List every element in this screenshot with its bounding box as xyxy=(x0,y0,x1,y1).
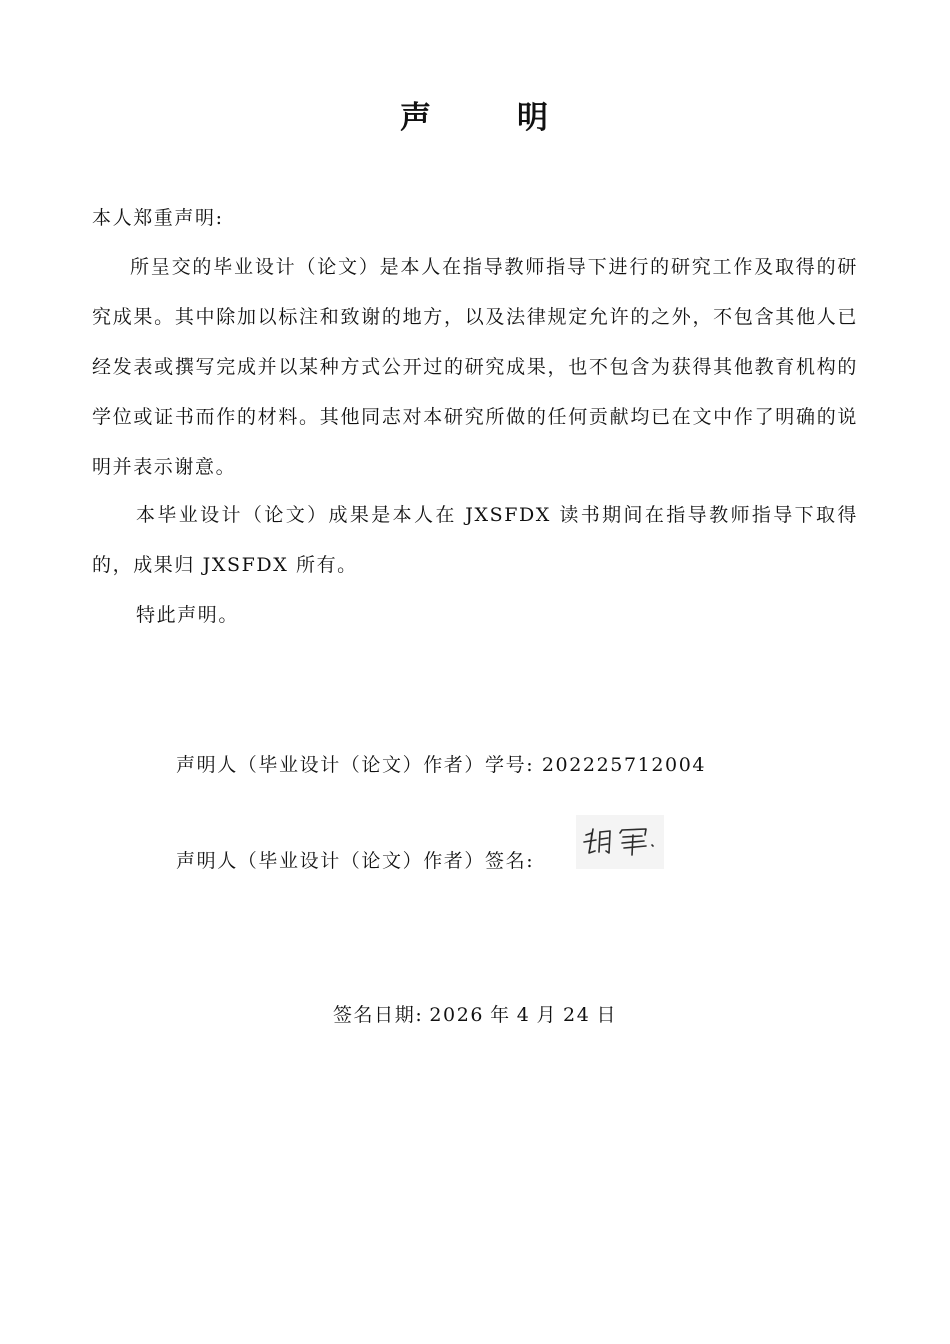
date-day-unit: 日 xyxy=(596,1004,618,1026)
signature-date xyxy=(0,1000,950,1027)
signature-line xyxy=(176,846,534,873)
date-day: 24 xyxy=(563,1004,591,1026)
student-id-line xyxy=(176,750,706,777)
paragraph-closing: 特此声明。 xyxy=(136,604,240,626)
date-year-unit: 年 xyxy=(490,1004,511,1026)
date-year: 2026 xyxy=(429,1004,485,1026)
signature-label: 声明人（毕业设计（论文）作者）签名: xyxy=(176,850,535,872)
paragraph-originality: 所呈交的毕业设计（论文）是本人在指导教师指导下进行的研究工作及取得的研究成果。其中除加以标注和致谢的地方，以及法律规定允许的之外，不包含其他人已经发表或撰写完成并以某种方式公开过的研究成果，也不包含为获得其他教育机构的学位或证书而作的材料。其他同志对本研究所做的任何贡献均已在文中作了明确的说明并表示谢意。 xyxy=(92,256,858,478)
handwritten-signature xyxy=(576,815,664,869)
student-id-value: 202225712004 xyxy=(541,754,707,776)
title-char-2: 明 xyxy=(517,100,550,136)
student-id-label: 声明人（毕业设计（论文）作者）学号: xyxy=(176,754,535,776)
paragraph-ownership: 本毕业设计（论文）成果是本人在 JXSFDX 读书期间在指导教师指导下取得的，成果归 JXSFDX 所有。 xyxy=(92,504,858,576)
date-month: 4 xyxy=(516,1004,531,1026)
date-month-unit: 月 xyxy=(536,1004,558,1026)
signature-image xyxy=(576,815,664,869)
title-char-1: 声 xyxy=(400,100,433,136)
date-label: 签名日期: xyxy=(332,1004,424,1026)
intro-line: 本人郑重声明: xyxy=(92,207,224,229)
page-title xyxy=(0,92,950,137)
